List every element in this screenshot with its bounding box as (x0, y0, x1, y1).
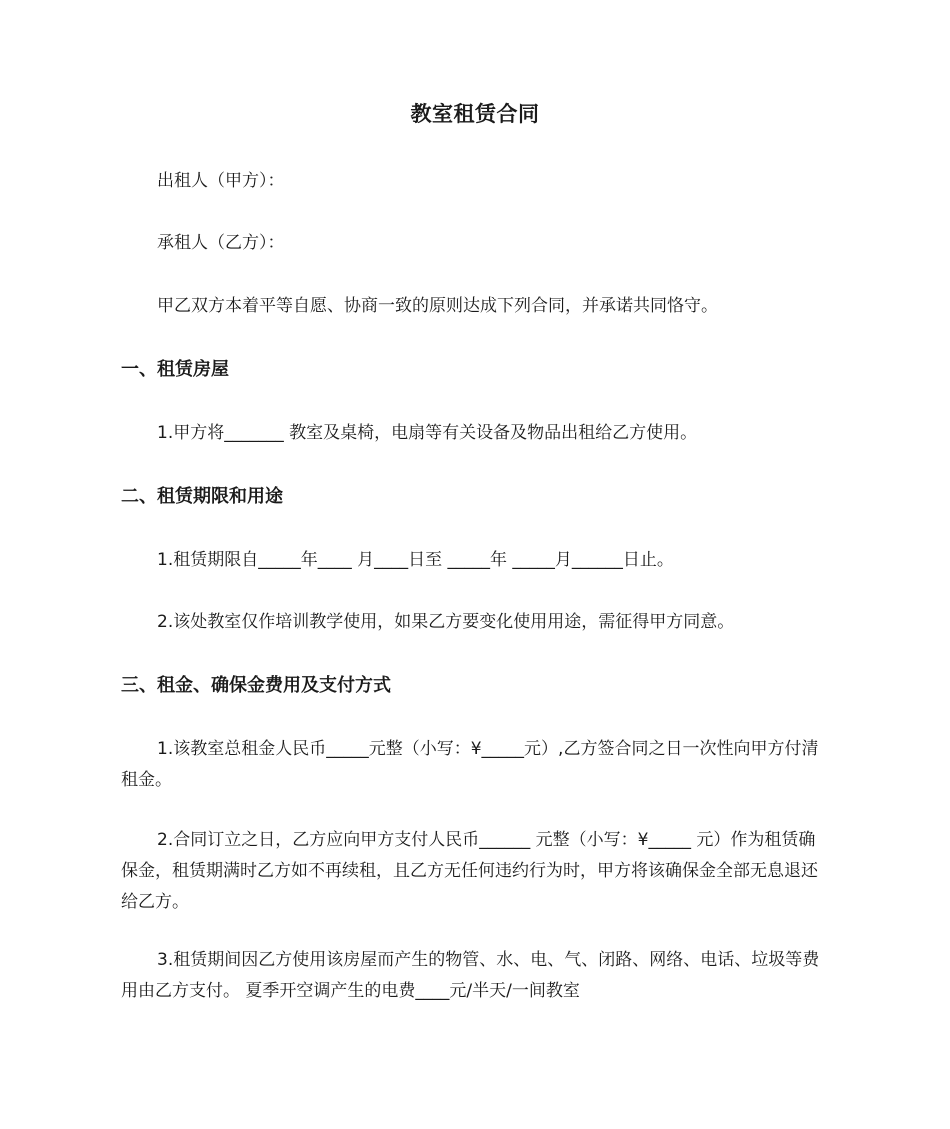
preamble-text: 甲乙双方本着平等自愿、协商一致的原则达成下列合同，并承诺共同恪守。 (157, 296, 718, 316)
section-heading-rent-deposit: 三、租金、确保金费用及支付方式 (121, 675, 391, 696)
document-title: 教室租赁合同 (410, 102, 540, 126)
clause-rent-2: 2.合同订立之日，乙方应向甲方支付人民币______ 元整（小写：¥_____ 元）作为租赁确保金，租赁期满时乙方如不再续租，且乙方无任何违约行为时，甲方将该确保金全部无息退还给乙方。 (121, 830, 818, 912)
clause-rent-1: 1.该教室总租金人民币_____元整（小写：¥_____元）,乙方签合同之日一次性向甲方付清租金。 (121, 739, 819, 790)
section-heading-premises: 一、租赁房屋 (121, 359, 229, 380)
clause-rent-3: 3.租赁期间因乙方使用该房屋而产生的物管、水、电、气、闭路、网络、电话、垃圾等费用由乙方支付。 夏季开空调产生的电费____元/半天/一间教室 (121, 950, 820, 1001)
clause-premises-1: 1.甲方将_______ 教室及桌椅，电扇等有关设备及物品出租给乙方使用。 (157, 423, 698, 443)
lessor-label: 出租人（甲方）： (157, 171, 285, 191)
lessee-label: 承租人（乙方）： (157, 233, 285, 253)
section-heading-term-usage: 二、租赁期限和用途 (121, 486, 283, 507)
clause-term-2: 2.该处教室仅作培训教学使用，如果乙方要变化使用用途，需征得甲方同意。 (157, 612, 735, 632)
clause-term-1: 1.租赁期限自_____年____ 月____日至 _____年 _____月______日止。 (157, 550, 674, 570)
